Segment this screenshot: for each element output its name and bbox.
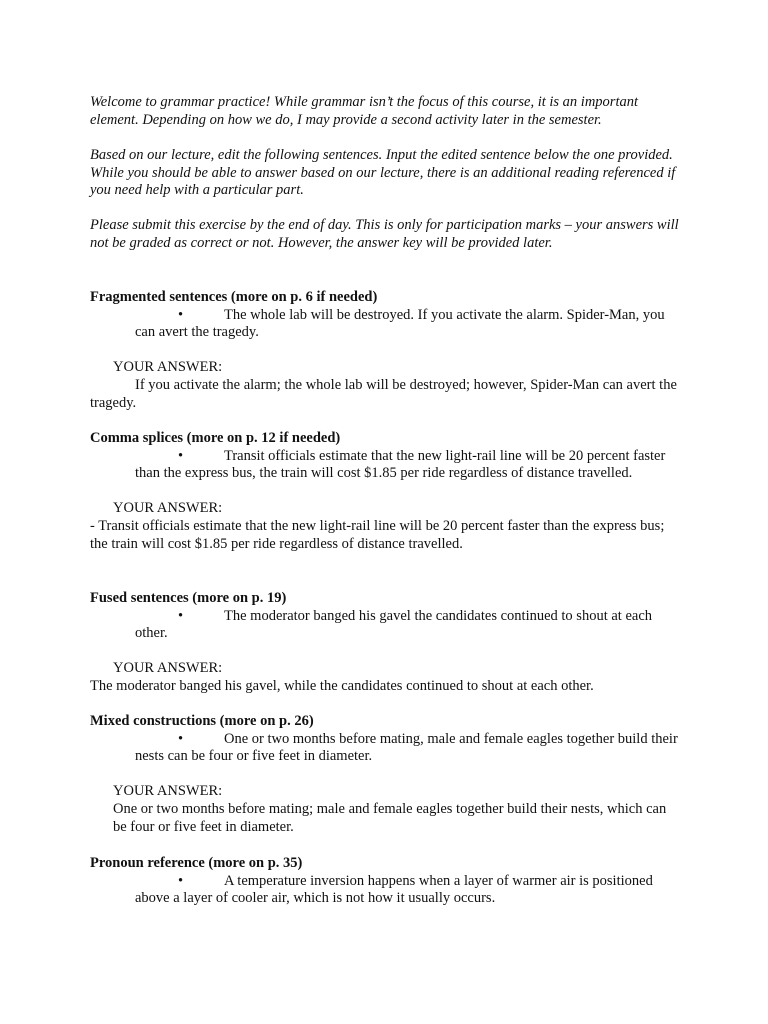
bullet-icon: • [178,607,184,624]
section-heading: Pronoun reference (more on p. 35) [90,855,303,871]
section-fused-sentences [90,590,682,696]
bullet-icon: • [178,872,184,889]
section-pronoun-reference [90,855,682,908]
exercise-sentence: The moderator banged his gavel the candidates continued to shout at each other. [135,607,653,642]
section-heading: Fragmented sentences (more on p. 6 if needed) [90,289,378,305]
bullet-icon: • [178,306,184,323]
exercise-sentence: Transit officials estimate that the new light-rail line will be 20 percent faster than the express bus, the train will cost $1.85 per ride regardless of distance travelled. [135,447,666,482]
exercise-item [90,873,682,908]
section-mixed-constructions [90,713,682,836]
answer-text[interactable]: The moderator banged his gavel, while the candidates continued to shout at each other. [90,677,594,694]
your-answer-label: YOUR ANSWER: [113,500,223,517]
bullet-icon: • [178,447,184,464]
section-fragmented-sentences [90,289,682,412]
exercise-sentence: A temperature inversion happens when a layer of warmer air is positioned above a layer of cooler air, which is not how it usually occurs. [135,872,653,907]
intro-paragraph-instructions: Based on our lecture, edit the following sentences. Input the edited sentence below the one provided. While you should be able to answer based on our lecture, there is an additional reading referenced if you need help with a particular part. [90,147,676,199]
exercise-sentence: One or two months before mating, male and female eagles together build their nests can be four or five feet in diameter. [135,730,678,765]
answer-text[interactable]: If you activate the alarm; the whole lab will be destroyed; however, Spider-Man can avert the tragedy. [90,376,677,411]
your-answer-label: YOUR ANSWER: [113,660,223,677]
exercise-sentence: The whole lab will be destroyed. If you activate the alarm. Spider-Man, you can avert the tragedy. [135,306,665,341]
section-comma-splices [90,430,682,553]
answer-text[interactable]: One or two months before mating; male and female eagles together build their nests, which can be four or five feet in diameter. [113,800,667,835]
section-heading: Comma splices (more on p. 12 if needed) [90,430,341,446]
exercise-item [90,307,682,342]
intro-paragraph-submission: Please submit this exercise by the end of day. This is only for participation marks – your answers will not be graded as correct or not. However, the answer key will be provided later. [90,217,679,251]
section-heading: Fused sentences (more on p. 19) [90,590,287,606]
answer-text[interactable]: - Transit officials estimate that the new light-rail line will be 20 percent faster than the express bus; the train will cost $1.85 per ride regardless of distance travelled. [90,517,665,552]
bullet-icon: • [178,730,184,747]
exercise-item [90,731,682,766]
intro-paragraph-welcome: Welcome to grammar practice! While grammar isn’t the focus of this course, it is an important element. Depending on how we do, I may provide a second activity later in the semester. [90,94,639,128]
exercise-item [90,448,682,483]
section-heading: Mixed constructions (more on p. 26) [90,713,314,729]
your-answer-label: YOUR ANSWER: [113,359,223,376]
your-answer-label: YOUR ANSWER: [113,783,223,800]
exercise-item [90,608,682,643]
